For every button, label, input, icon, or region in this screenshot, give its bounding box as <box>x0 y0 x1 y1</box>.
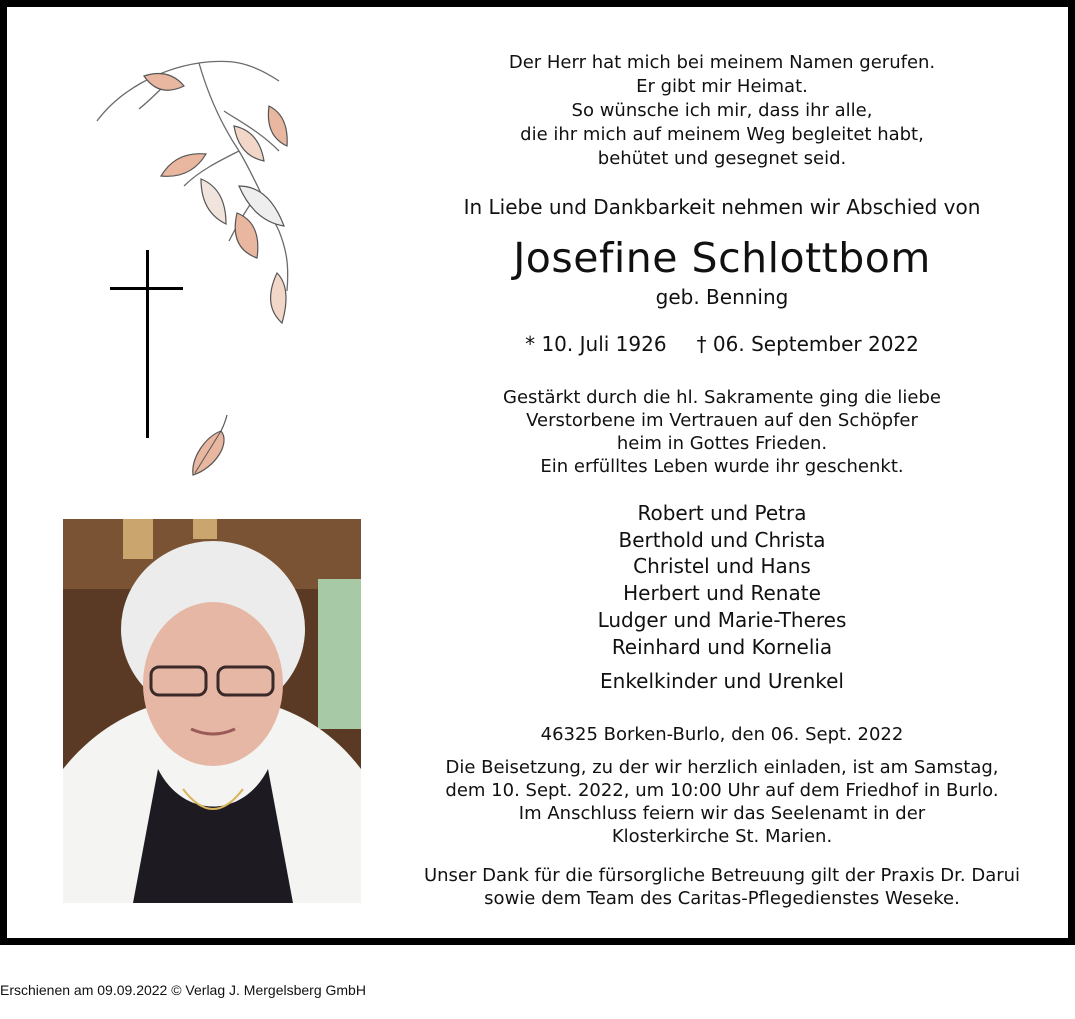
verse-line: Er gibt mir Heimat. <box>636 76 808 97</box>
death-date: † 06. September 2022 <box>696 332 919 356</box>
funeral-info <box>362 756 1075 848</box>
cross-icon <box>107 250 187 440</box>
mourner-couple: Robert und Petra <box>637 501 807 525</box>
sacraments-line: Gestärkt durch die hl. Sakramente ging die liebe <box>503 387 941 408</box>
funeral-line: Die Beisetzung, zu der wir herzlich einladen, ist am Samstag, <box>445 757 999 778</box>
mourner-couple: Ludger und Marie-Theres <box>597 607 847 632</box>
falling-leaf-icon <box>187 413 237 479</box>
intro-text: In Liebe und Dankbarkeit nehmen wir Abschied von <box>463 195 981 219</box>
place-and-date: 46325 Borken-Burlo, den 06. Sept. 2022 <box>540 724 904 745</box>
mourner-couple: Reinhard und Kornelia <box>611 634 833 659</box>
thanks-text <box>362 864 1075 910</box>
thanks-line: sowie dem Team des Caritas-Pflegedienstes Weseke. <box>484 888 960 909</box>
sacraments-line: Ein erfülltes Leben wurde ihr geschenkt. <box>540 456 904 477</box>
verse-line: So wünsche ich mir, dass ihr alle, <box>571 100 873 121</box>
funeral-line: dem 10. Sept. 2022, um 10:00 Uhr auf dem Friedhof in Burlo. <box>445 780 999 801</box>
mourners-list <box>362 500 1075 660</box>
mourner-couple: Berthold und Christa <box>618 527 826 552</box>
sacraments-text <box>362 386 1075 478</box>
thanks-line: Unser Dank für die fürsorgliche Betreuung gilt der Praxis Dr. Darui <box>423 865 1021 886</box>
mourner-couple: Christel und Hans <box>633 554 811 579</box>
verse-block <box>362 51 1075 171</box>
deceased-name: Josefine Schlottbom <box>513 234 931 282</box>
sacraments-line: Verstorbene im Vertrauen auf den Schöpfer <box>526 410 918 431</box>
funeral-line: Im Anschluss feiern wir das Seelenamt in der <box>518 803 926 824</box>
funeral-line: Klosterkirche St. Marien. <box>611 826 833 847</box>
birth-date: * 10. Juli 1926 <box>525 332 667 356</box>
life-dates <box>362 330 1075 358</box>
mourner-couple: Herbert und Renate <box>623 581 821 606</box>
verse-line: Der Herr hat mich bei meinem Namen gerufen. <box>508 52 936 73</box>
verse-line: die ihr mich auf meinem Weg begleitet habt, <box>520 124 924 145</box>
verse-line: behütet und gesegnet seid. <box>597 148 847 169</box>
grandchildren-line: Enkelkinder und Urenkel <box>600 669 844 693</box>
birth-name: geb. Benning <box>655 285 789 309</box>
publication-footer: Erschienen am 09.09.2022 © Verlag J. Mergelsberg GmbH <box>0 982 366 998</box>
portrait-photo <box>63 519 361 903</box>
sacraments-line: heim in Gottes Frieden. <box>616 433 828 454</box>
